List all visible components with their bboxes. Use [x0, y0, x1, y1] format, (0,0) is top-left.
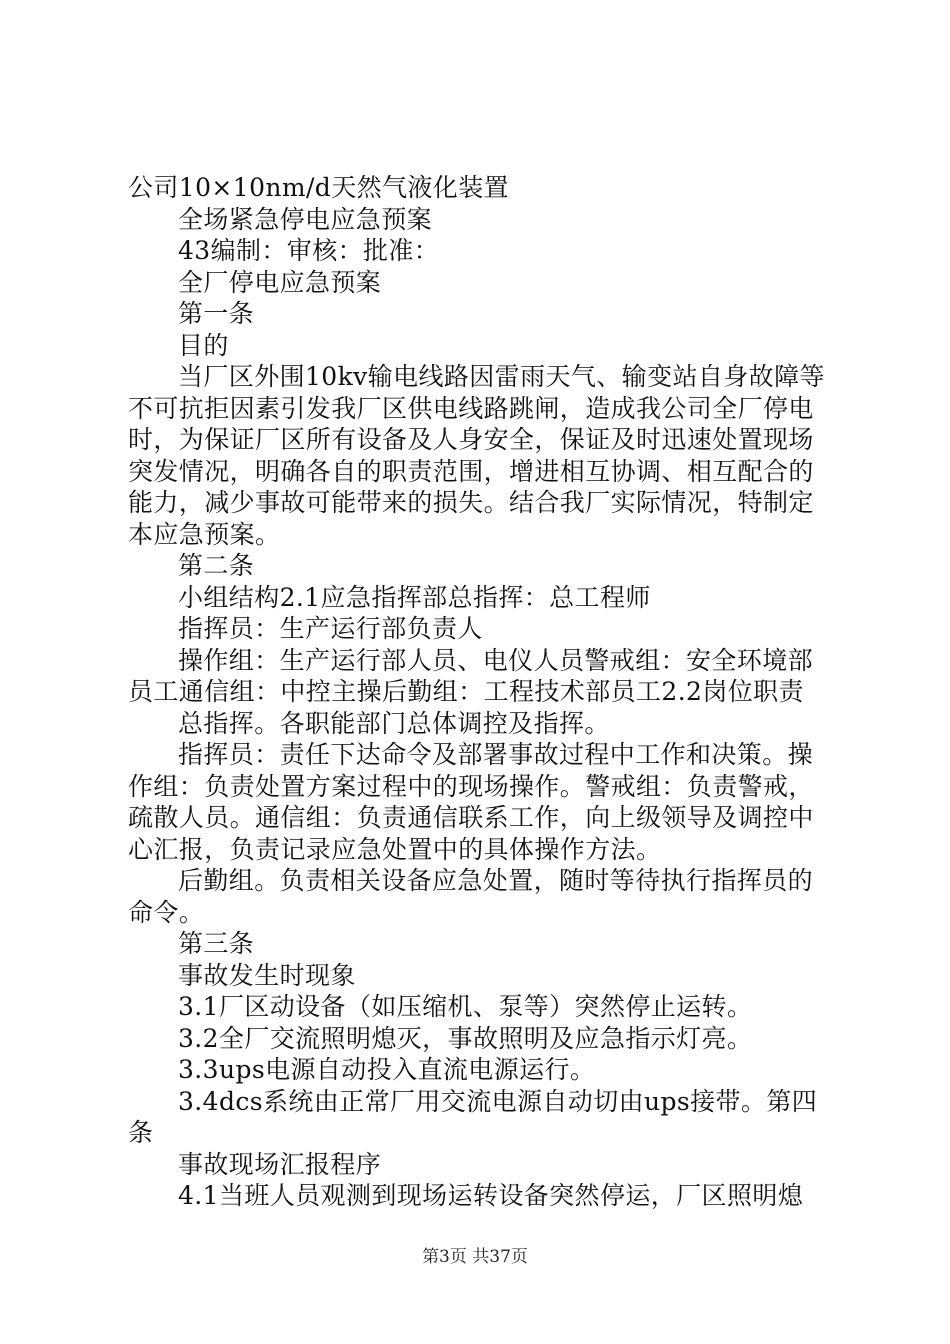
text-line: 事故发生时现象	[178, 960, 356, 990]
text-line: 条	[128, 1118, 154, 1147]
text-line: 3.3ups电源自动投入直流电源运行。	[178, 1055, 596, 1084]
text-line: 作组：负责处置方案过程中的现场操作。警戒组：负责警戒，	[128, 771, 814, 801]
text-line: 疏散人员。通信组：负责通信联系工作，向上级领导及调控中	[128, 803, 814, 832]
text-line: 目的	[178, 330, 229, 360]
text-line: 第三条	[178, 929, 255, 958]
text-line: 员工通信组：中控主操后勤组：工程技术部员工2.2岗位职责	[128, 677, 804, 706]
text-line: 总指挥。各职能部门总体调控及指挥。	[178, 708, 610, 738]
text-line: 第一条	[178, 299, 255, 328]
text-line: 43编制：审核：批准：	[178, 236, 440, 265]
text-line: 操作组：生产运行部人员、电仪人员警戒组：安全环境部	[178, 645, 814, 675]
text-line: 3.2全厂交流照明熄灭，事故照明及应急指示灯亮。	[178, 1023, 753, 1053]
text-line: 小组结构2.1应急指挥部总指挥：总工程师	[178, 582, 651, 612]
text-line: 时，为保证厂区所有设备及人身安全，保证及时迅速处置现场	[128, 425, 814, 454]
text-line: 3.4dcs系统由正常厂用交流电源自动切由ups接带。第四	[178, 1086, 818, 1116]
text-line: 本应急预案。	[128, 519, 281, 549]
text-line: 全场紧急停电应急预案	[178, 204, 433, 234]
text-line: 当厂区外围10kv输电线路因雷雨天气、输变站自身故障等	[178, 362, 825, 391]
text-line: 第二条	[178, 551, 255, 580]
text-line: 全厂停电应急预案	[178, 267, 382, 297]
text-line: 能力，减少事故可能带来的损失。结合我厂实际情况，特制定	[128, 488, 814, 517]
text-line: 3.1厂区动设备（如压缩机、泵等）突然停止运转。	[178, 992, 753, 1021]
text-line: 不可抗拒因素引发我厂区供电线路跳闸，造成我公司全厂停电	[128, 393, 814, 423]
text-line: 公司10×10nm/d天然气液化装置	[128, 173, 510, 202]
page-footer: 第3页 共37页	[422, 1247, 528, 1267]
text-line: 指挥员：生产运行部负责人	[178, 614, 483, 643]
text-line: 事故现场汇报程序	[178, 1149, 382, 1179]
text-line: 心汇报，负责记录应急处置中的具体操作方法。	[128, 834, 662, 864]
text-line: 4.1当班人员观测到现场运转设备突然停运，厂区照明熄	[178, 1181, 804, 1210]
text-line: 后勤组。负责相关设备应急处置，随时等待执行指挥员的	[178, 866, 814, 895]
text-line: 突发情况，明确各自的职责范围，增进相互协调、相互配合的	[128, 456, 814, 486]
text-line: 命令。	[128, 897, 205, 927]
text-line: 指挥员：责任下达命令及部署事故过程中工作和决策。操	[178, 740, 814, 769]
document-body	[128, 172, 832, 1212]
